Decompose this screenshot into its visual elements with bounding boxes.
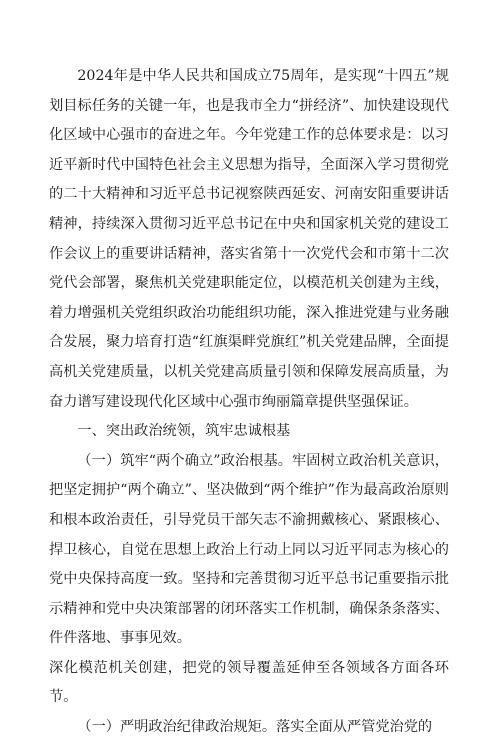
paragraph-section-1: （一）筑牢“两个确立”政治根基。牢固树立政治机关意识，把坚定拥护“两个确立”、坚决做到“两个维护”作为最高政治原则和根本政治责任，引导党员干部矢志不渝拥戴核心、紧跟核心、捍卫核心，自觉在思想上政治上行动上同以习近平同志为核心的党中央保持高度一致。坚持和完善贯彻习近平总书记重要指示批示精神和党中央决策部署的闭环落实工作机制，确保条条落实、件件落地、事事见效。	[49, 452, 449, 647]
section-heading: 一、突出政治统领，筑牢忠诚根基	[77, 423, 291, 440]
paragraph-discipline: （一）严明政治纪律政治规矩。落实全面从严管党治党的	[77, 719, 433, 736]
document-body	[49, 62, 449, 743]
paragraph-intro: 2024年是中华人民共和国成立75周年，是实现“十四五”规划目标任务的关键一年，也是我市全力“拼经济”、加快建设现代化区域中心强市的奋进之年。今年党建工作的总体要求是：以习近平新时代中国特色社会主义思想为指导，全面深入学习贯彻党的二十大精神和习近平总书记视察陕西延安、河南安阳重要讲话精神，持续深入贯彻习近平总书记在中央和国家机关党的建设工作会议上的重要讲话精神，落实省第十一次党代会和市第十二次党代会部署，聚焦机关党建职能定位，以模范机关创建为主线，着力增强机关党组织政治功能组织功能，深入推进党建与业务融合发展，聚力培育打造“红旗渠畔党旗红”机关党建品牌，全面提高机关党建质量，以机关党建高质量引领和保障发展高质量，为奋力谱写建设现代化区域中心强市绚丽篇章提供坚强保证。	[49, 68, 449, 410]
paragraph-model-organ: 深化模范机关创建，把党的领导覆盖延伸至各领域各方面各环节。	[49, 659, 449, 706]
